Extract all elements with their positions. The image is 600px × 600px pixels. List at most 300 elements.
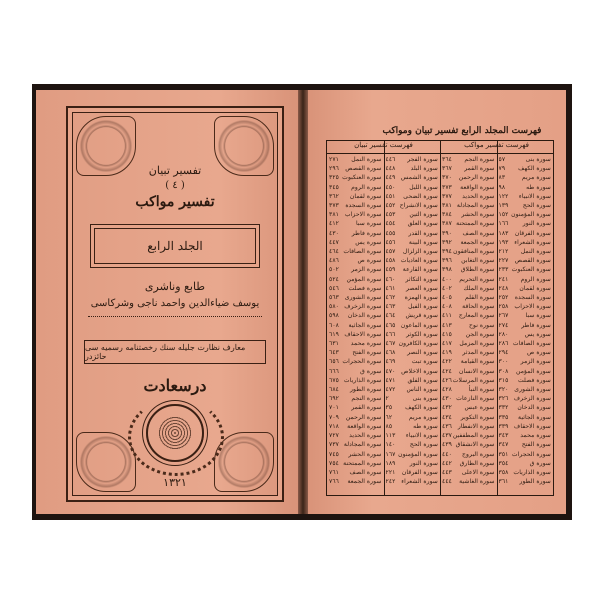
surah-name: سورة الصافات <box>343 248 382 256</box>
surah-name: سورة المؤمنون <box>511 211 551 219</box>
page-number: ٤١٩ <box>442 349 452 357</box>
index-row <box>442 265 495 274</box>
surah-name: سورة المدثر <box>462 349 495 357</box>
page-number: ٤١١ <box>442 312 452 320</box>
index-row <box>386 468 439 477</box>
page-number: ٤٠٥ <box>442 294 452 302</box>
surah-name: سورة مريم <box>408 413 438 421</box>
page-number: ٤٥٧ <box>385 248 396 256</box>
surah-name: سورة لقمان <box>519 284 551 292</box>
index-row <box>442 357 495 366</box>
index-row <box>442 238 495 247</box>
index-row <box>442 376 495 385</box>
index-row <box>386 311 439 320</box>
surah-name: سورة الملك <box>463 284 495 292</box>
surah-name: سورة القلم <box>465 294 495 302</box>
index-row <box>442 422 495 431</box>
page-number: ٤٤٩ <box>385 174 396 182</box>
city-name: درسعادت <box>143 376 207 395</box>
surah-name: سورة الزخرف <box>344 303 382 311</box>
index-row <box>499 367 552 376</box>
approval-text: معارف نظارت جليله سنك رخصتنامه رسميه سى حائزدر <box>85 343 246 361</box>
index-row <box>329 376 382 385</box>
index-row <box>442 284 495 293</box>
index-row <box>386 219 439 228</box>
page-number: ٣٥٤ <box>498 459 509 467</box>
page-number: ٣٧٠ <box>442 174 452 182</box>
surah-name: سورة الروم <box>520 275 551 283</box>
page-number: ٥٨٠ <box>329 303 339 311</box>
index-row <box>329 302 382 311</box>
page-number: ٢٦٧ <box>498 312 509 320</box>
page-number: ٣٣٢ <box>498 404 509 412</box>
surah-name: سورة الزلزال <box>402 248 438 256</box>
page-number: ٨٣ <box>498 174 506 182</box>
surah-name: سورة الحجرات <box>511 450 551 458</box>
index-row <box>499 256 552 265</box>
index-row <box>499 357 552 366</box>
page-number: ٣٤٣ <box>498 432 509 440</box>
surah-name: سورة الذاريات <box>513 468 551 476</box>
index-row <box>386 348 439 357</box>
book-gutter <box>298 90 308 514</box>
index-row <box>499 311 552 320</box>
surah-name: سورة الحج <box>522 202 551 210</box>
index-row <box>499 348 552 357</box>
surah-name: سورة العصر <box>406 284 438 292</box>
surah-name: سورة الانبياء <box>405 432 438 440</box>
index-row <box>499 219 552 228</box>
surah-name: سورة العاديات <box>400 257 438 265</box>
page-number: ٣٢٠ <box>498 386 509 394</box>
index-row <box>386 155 439 164</box>
surah-name: سورة الحجرات <box>342 358 382 366</box>
index-row <box>329 357 382 366</box>
surah-name: سورة الممتحنة <box>456 220 495 228</box>
index-row <box>386 229 439 238</box>
index-row <box>499 173 552 182</box>
page-number: ٤٠٨ <box>442 303 452 311</box>
page-number: ٢ <box>385 395 389 403</box>
surah-name: سورة الحديد <box>462 192 495 200</box>
surah-name: سورة الصف <box>462 229 495 237</box>
index-row <box>329 413 382 422</box>
index-row <box>499 330 552 339</box>
page-number: ٧٣٧ <box>329 441 339 449</box>
page-number: ٤٦٠ <box>385 275 396 283</box>
surah-name: سورة بنى <box>525 156 551 163</box>
index-row <box>499 192 552 201</box>
surah-name: سورة البلد <box>410 165 438 173</box>
surah-name: سورة يس <box>524 330 551 338</box>
surah-name: سورة فاطر <box>351 229 382 237</box>
page-number: ٤٧٢ <box>385 386 396 394</box>
index-row <box>442 477 495 486</box>
index-row <box>386 183 439 192</box>
page-number: ١٦٦ <box>498 220 509 228</box>
index-row <box>499 403 552 412</box>
page-number: ٦٢ <box>385 413 393 421</box>
surah-name: سورة الضحى <box>403 192 438 200</box>
page-number: ٤٦٤ <box>385 312 396 320</box>
surah-name: سورة الفتح <box>521 441 551 449</box>
page-number: ٤٥٤ <box>385 220 396 228</box>
index-row <box>499 155 552 164</box>
surah-name: سورة الفيل <box>408 303 438 311</box>
surah-name: سورة الجمعة <box>347 478 382 486</box>
page-number: ٥٠٢ <box>329 266 339 274</box>
surah-name: سورة ص <box>526 349 551 357</box>
page-number: ٣٢٥ <box>329 174 339 182</box>
surah-name: سورة مريم <box>521 174 551 182</box>
surah-name: سورة المطففين <box>452 432 495 440</box>
surah-name: سورة الشعراء <box>514 238 551 246</box>
page-number: ٤٧٠ <box>385 367 396 375</box>
index-row <box>499 275 552 284</box>
surah-name: سورة السجدة <box>514 294 551 302</box>
index-row <box>442 210 495 219</box>
page-number: ٤٤٢ <box>442 459 452 467</box>
index-row <box>386 293 439 302</box>
surah-name: سورة الذاريات <box>343 376 382 384</box>
page-number: ٤٠٠ <box>442 275 452 283</box>
surah-name: سورة الفلق <box>407 376 438 384</box>
index-row <box>442 219 495 228</box>
page-number: ٣٤٥ <box>329 183 339 191</box>
index-row <box>386 477 439 486</box>
index-row <box>329 311 382 320</box>
open-book <box>32 84 572 520</box>
index-row <box>329 394 382 403</box>
surah-name: سورة الاحقاف <box>344 330 382 338</box>
index-row <box>329 247 382 256</box>
surah-name: سورة العلق <box>407 220 438 228</box>
index-row <box>499 229 552 238</box>
index-row <box>386 164 439 173</box>
page-number: ١٨٣ <box>498 229 509 237</box>
surah-name: سورة تبت <box>411 358 438 366</box>
page-number: ٤٣٠ <box>442 395 452 403</box>
index-row <box>442 302 495 311</box>
index-row <box>329 155 382 164</box>
page-number: ٣٧٣ <box>329 202 339 210</box>
page-number: ٣٠٨ <box>498 367 509 375</box>
surah-name: سورة الدخان <box>347 312 382 320</box>
surah-name: سورة سبا <box>525 312 551 320</box>
surah-name: سورة فصلت <box>517 376 551 384</box>
surah-name: سورة الغاشية <box>459 478 495 486</box>
index-row <box>442 183 495 192</box>
page-number: ٣٧٧ <box>442 192 452 200</box>
index-row <box>499 459 552 468</box>
page-number: ٣٦٢ <box>329 192 339 200</box>
surah-name: سورة الكهف <box>518 165 551 173</box>
title-page <box>36 90 298 514</box>
index-row <box>386 302 439 311</box>
index-column <box>386 155 439 509</box>
page-number: ٥٤٦ <box>329 284 339 292</box>
page-number: ٤١٣ <box>442 321 452 329</box>
index-row <box>386 192 439 201</box>
surah-name: سورة الجمعة <box>460 238 495 246</box>
index-row <box>442 192 495 201</box>
surah-name: سورة النبأ <box>468 386 495 394</box>
surah-name: سورة الرحمن <box>345 413 382 421</box>
page-number: ٣٩٤ <box>442 248 452 256</box>
index-row <box>499 450 552 459</box>
index-row <box>442 403 495 412</box>
seal-icon <box>146 404 204 462</box>
surah-name: سورة ق <box>529 459 551 467</box>
surah-name: سورة الماعون <box>400 321 438 329</box>
index-row <box>386 275 439 284</box>
index-row <box>499 247 552 256</box>
index-row <box>386 376 439 385</box>
index-row <box>442 247 495 256</box>
page-number: ٧٦٦ <box>329 478 339 486</box>
surah-name: سورة الحج <box>409 441 438 449</box>
surah-name: سورة محمد <box>350 340 382 348</box>
page-number: ٢٣٣ <box>498 266 509 274</box>
surah-name: سورة الانشقاق <box>455 441 495 449</box>
surah-name: سورة المؤمنون <box>398 450 438 458</box>
surah-name: سورة قريش <box>405 312 438 320</box>
index-row <box>386 394 439 403</box>
index-row <box>442 155 495 164</box>
surah-name: سورة المؤمن <box>516 367 551 375</box>
page-number: ٣٥ <box>385 404 393 412</box>
page-number: ٤٥٠ <box>385 183 396 191</box>
surah-name: سورة الفرقان <box>514 229 551 237</box>
page-title: تفسير مواكب <box>135 194 215 210</box>
page-number: ١٢٢ <box>498 192 509 200</box>
index-row <box>386 330 439 339</box>
index-row <box>329 192 382 201</box>
surah-name: سورة الجن <box>465 330 495 338</box>
surah-name: سورة الرحمن <box>458 174 495 182</box>
index-row <box>442 385 495 394</box>
page-number: ٤٥٩ <box>385 266 396 274</box>
index-row <box>329 256 382 265</box>
page-number: ٤٠٢ <box>442 284 452 292</box>
page-number: ١٦٧ <box>385 450 396 458</box>
index-row <box>442 459 495 468</box>
page-number: ٣٢٦ <box>498 395 509 403</box>
page-number: ٣٩٠ <box>442 229 452 237</box>
page-number: ٢٤٢ <box>385 478 396 486</box>
index-row <box>329 348 382 357</box>
surah-name: سورة الاحزاب <box>514 303 551 311</box>
index-row <box>329 284 382 293</box>
page-number: ٩٨ <box>498 183 506 191</box>
page-number: ٤٣٤ <box>442 413 452 421</box>
index-table <box>326 140 554 496</box>
page-number: ٤٥٥ <box>385 229 396 237</box>
index-row <box>499 440 552 449</box>
index-row <box>499 210 552 219</box>
page-number: ٢٥٨ <box>498 303 509 311</box>
page-number: ٤٣٢ <box>442 404 452 412</box>
page-number: ٣٣٩ <box>498 422 509 430</box>
index-row <box>329 477 382 486</box>
surah-name: سورة يس <box>355 238 382 246</box>
page-number: ٥٩٨ <box>329 312 339 320</box>
surah-name: سورة الليل <box>409 183 438 191</box>
page-number: ٣٦١ <box>498 478 509 486</box>
column-header: فهرست تفسير تبيان <box>327 141 440 154</box>
index-row <box>442 348 495 357</box>
page-number: ٢٤٨ <box>498 284 509 292</box>
index-row <box>442 431 495 440</box>
surah-name: سورة الممتحنة <box>343 459 382 467</box>
page-number: ٧٠٩ <box>329 413 339 421</box>
index-row <box>442 275 495 284</box>
surah-name: سورة النجم <box>351 395 382 403</box>
index-row <box>329 164 382 173</box>
page-number: ٤٦٩ <box>385 358 396 366</box>
publisher-names: يوسف ضياءالدين واحمد ناجى وشركاسى <box>90 298 260 309</box>
surah-name: سورة الزمر <box>351 266 382 274</box>
title-small: تفسير تبيان <box>148 164 202 177</box>
surah-name: سورة القارعة <box>402 266 438 274</box>
page-number: ٤٢٨ <box>442 386 452 394</box>
surah-name: سورة الطور <box>519 478 551 486</box>
surah-name: سورة فصلت <box>348 284 382 292</box>
page-number: ٣٨١ <box>442 202 452 210</box>
surah-name: سورة الفرقان <box>401 468 438 476</box>
index-row <box>386 265 439 274</box>
index-row <box>329 265 382 274</box>
index-row <box>386 440 439 449</box>
index-row <box>386 431 439 440</box>
surah-name: سورة عبس <box>464 404 495 412</box>
page-number: ٢٢١ <box>385 468 396 476</box>
page-number: ٢٧١ <box>329 156 339 163</box>
index-row <box>442 468 495 477</box>
page-number: ٣٨١ <box>329 211 339 219</box>
surah-name: سورة القصص <box>345 165 382 173</box>
page-number: ٣٦٧ <box>442 165 452 173</box>
page-number: ١٤٠ <box>385 441 396 449</box>
publication-year: ١٣٢١ <box>163 476 187 489</box>
index-row <box>329 293 382 302</box>
index-row <box>499 394 552 403</box>
index-row <box>329 403 382 412</box>
surah-name: سورة ص <box>357 257 382 265</box>
page-number: ٣٦٤ <box>442 156 452 163</box>
surah-name: سورة نوح <box>469 321 495 329</box>
surah-name: سورة الحديد <box>349 432 382 440</box>
page-number: ١٣٩ <box>498 202 509 210</box>
index-row <box>499 477 552 486</box>
surah-name: سورة النمل <box>351 156 382 163</box>
surah-name: سورة طه <box>413 422 438 430</box>
page-number: ٣٠٠ <box>498 358 509 366</box>
index-row <box>386 247 439 256</box>
page-number: ٤٣٦ <box>442 422 452 430</box>
surah-name: سورة القدر <box>408 229 438 237</box>
index-row <box>386 321 439 330</box>
surah-name: سورة النمل <box>520 248 551 256</box>
page-number: ٦١٩ <box>329 330 339 338</box>
index-row <box>386 357 439 366</box>
surah-name: سورة فاطر <box>521 321 551 329</box>
page-number: ٥٢٤ <box>329 275 339 283</box>
page-number: ٢٤١ <box>498 275 509 283</box>
index-row <box>386 413 439 422</box>
page-number: ٤١٧ <box>442 340 452 348</box>
page-number: ٤٦١ <box>385 284 396 292</box>
page-number: ٤٨٦ <box>329 257 339 265</box>
surah-name: سورة بنى <box>412 395 438 403</box>
index-row <box>442 339 495 348</box>
index-row <box>499 293 552 302</box>
page-number: ٤٦٢ <box>385 294 396 302</box>
index-row <box>499 302 552 311</box>
page-number: ٤٦٤ <box>329 248 339 256</box>
page-number: ٤٦٥ <box>385 321 396 329</box>
surah-name: سورة سبا <box>355 220 382 228</box>
surah-name: سورة محمد <box>520 432 551 440</box>
page-number: ٥٦٣ <box>329 294 339 302</box>
surah-name: سورة لقمان <box>349 192 382 200</box>
surah-name: سورة الاخلاص <box>401 367 438 375</box>
page-number: ١٥٢ <box>498 211 509 219</box>
index-row <box>329 238 382 247</box>
surah-name: سورة النصر <box>407 349 438 357</box>
page-number: ٤٤٨ <box>385 165 396 173</box>
page-number: ١١٣ <box>385 432 396 440</box>
column-separator <box>440 141 441 495</box>
index-row <box>329 431 382 440</box>
surah-name: سورة الشمس <box>400 174 438 182</box>
page-number: ٣٨٤ <box>442 211 452 219</box>
page-number: ٤٦٧ <box>385 340 396 348</box>
page-number: ٣٣٥ <box>498 413 509 421</box>
page-number: ٦٦٦ <box>329 367 339 375</box>
page-number: ٣٨٧ <box>442 220 452 228</box>
surah-name: سورة الناس <box>406 386 438 394</box>
page-number: ٤١٢ <box>329 220 339 228</box>
page-number: ٤٥٨ <box>385 257 396 265</box>
surah-name: سورة الانبياء <box>518 192 551 200</box>
index-row <box>329 459 382 468</box>
page-number: ٤٥٣ <box>385 211 396 219</box>
index-row <box>499 413 552 422</box>
surah-name: سورة الكوثر <box>406 330 438 338</box>
surah-name: سورة البينة <box>408 238 438 246</box>
surah-name: سورة المرسلات <box>452 376 495 384</box>
index-row <box>442 450 495 459</box>
page-number: ١٨٩ <box>385 459 396 467</box>
surah-name: سورة الشورى <box>514 386 551 394</box>
surah-name: سورة الزمر <box>520 358 551 366</box>
index-row <box>329 339 382 348</box>
surah-name: سورة النور <box>409 459 438 467</box>
surah-name: سورة المعارج <box>458 312 495 320</box>
divider <box>88 316 262 317</box>
surah-name: سورة الكافرون <box>398 340 438 348</box>
page-number: ٤٤٧ <box>329 238 339 246</box>
surah-name: سورة التغابن <box>461 257 495 265</box>
column-separator <box>497 141 498 495</box>
page-number: ٤٤٤ <box>442 478 452 486</box>
index-row <box>442 413 495 422</box>
page-number: ٧٠١ <box>329 404 339 412</box>
surah-name: سورة الفتح <box>352 349 382 357</box>
index-row <box>442 367 495 376</box>
page-number: ٤٣٩ <box>442 441 452 449</box>
